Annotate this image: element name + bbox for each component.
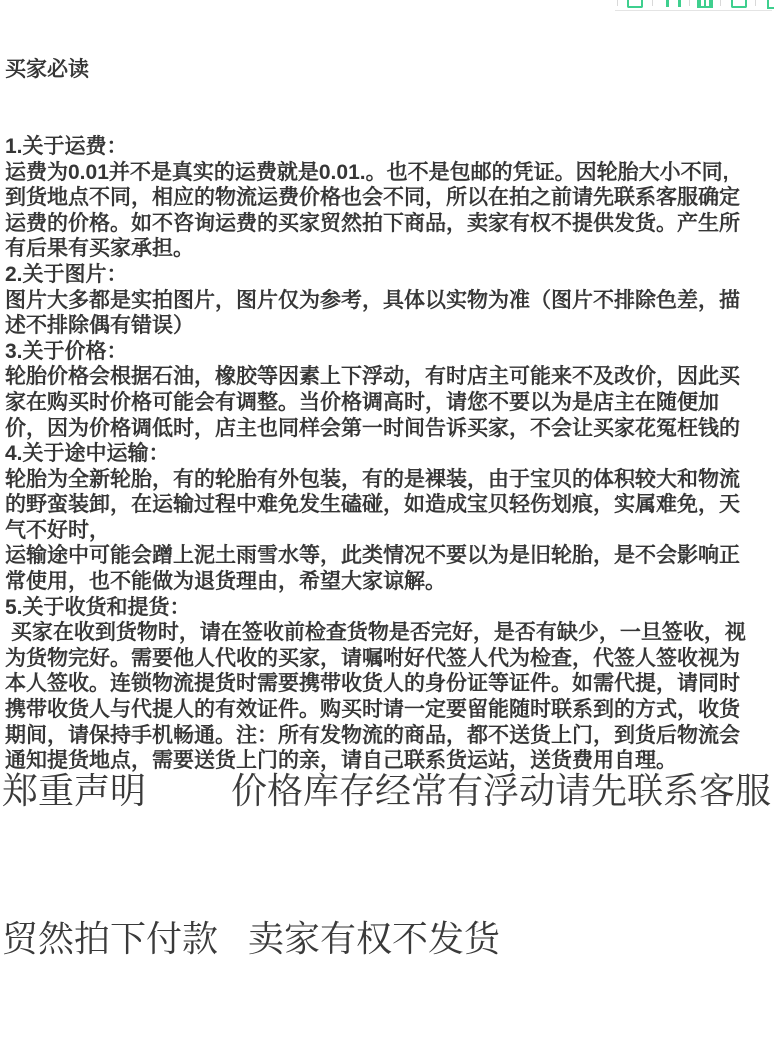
notice-line: 运输途中可能会蹭上泥土雨雪水等，此类情况不要以为是旧轮胎，是不会影响正 xyxy=(5,544,740,568)
statement xyxy=(2,686,770,1044)
notice-line: 3.关于价格： xyxy=(5,339,128,363)
notice-line: 为货物完好。需要他人代收的买家，请嘱咐好代签人代为检查，代签人签收视为 xyxy=(5,646,740,670)
notice-line: 2.关于图片： xyxy=(5,262,128,286)
notice-line: 的野蛮装卸，在运输过程中难免发生磕碰，如造成宝贝轻伤划痕，实属难免，天 xyxy=(5,493,740,517)
statement-line-2 xyxy=(2,918,770,960)
notice-line: 轮胎为全新轮胎，有的轮胎有外包装，有的是裸装，由于宝贝的体积较大和物流 xyxy=(5,467,740,491)
statement-line1-text: 价格库存经常有浮动请先联系客服 xyxy=(231,771,772,811)
notice-lines xyxy=(5,134,771,774)
statement-line2-right: 卖家有权不发货 xyxy=(248,919,501,959)
page-title: 买家必读 xyxy=(5,58,89,82)
notice-line: 有后果有买家承担。 xyxy=(5,237,194,261)
notice-line: 携带收货人与代提人的有效证件。购买时请一定要留能随时联系到的方式，收货 xyxy=(5,698,740,722)
notice-line: 运费的价格。如不咨询运费的买家贸然拍下商品，卖家有权不提供发货。产生所 xyxy=(5,211,740,235)
notice-line: 家在购买时价格可能会有调整。当价格调高时，请您不要以为是店主在随便加 xyxy=(5,390,719,414)
notice-line: 价，因为价格调低时，店主也同样会第一时间告诉买家，不会让买家花冤枉钱的 xyxy=(5,416,740,440)
notice-line: 通知提货地点，需要送货上门的亲，请自己联系货运站，送货费用自理。 xyxy=(5,749,677,773)
notice-line: 期间，请保持手机畅通。注：所有发物流的商品，都不送货上门，到货后物流会 xyxy=(5,723,740,747)
notice-line: 4.关于途中运输： xyxy=(5,442,170,466)
statement-line-1 xyxy=(2,770,770,812)
notice-line: 1.关于运费： xyxy=(5,134,128,158)
notice-line: 5.关于收货和提货： xyxy=(5,595,191,619)
notice-line: 轮胎价格会根据石油，橡胶等因素上下浮动，有时店主可能来不及改价，因此买 xyxy=(5,365,740,389)
notice-line: 述不排除偶有错误） xyxy=(5,314,194,338)
notice-line: 常使用，也不能做为退货理由，希望大家谅解。 xyxy=(5,570,446,594)
statement-line2-left: 贸然拍下付款 xyxy=(2,919,219,959)
notice-line: 图片大多都是实拍图片，图片仅为参考，具体以实物为准（图片不排除色差，描 xyxy=(5,288,740,312)
notice-line: 运费为0.01并不是真实的运费就是0.01.。也不是包邮的凭证。因轮胎大小不同, xyxy=(5,160,729,184)
notice-line: 气不好时， xyxy=(5,518,110,542)
notice-line: 买家在收到货物时，请在签收前检查货物是否完好，是否有缺少，一旦签收，视 xyxy=(5,621,746,645)
statement-title: 郑重声明 xyxy=(2,771,147,811)
notice-line: 本人签收。连锁物流提货时需要携带收货人的身份证等证件。如需代提，请同时 xyxy=(5,672,740,696)
notice-line: 到货地点不同，相应的物流运费价格也会不同，所以在拍之前请先联系客服确定 xyxy=(5,186,740,210)
